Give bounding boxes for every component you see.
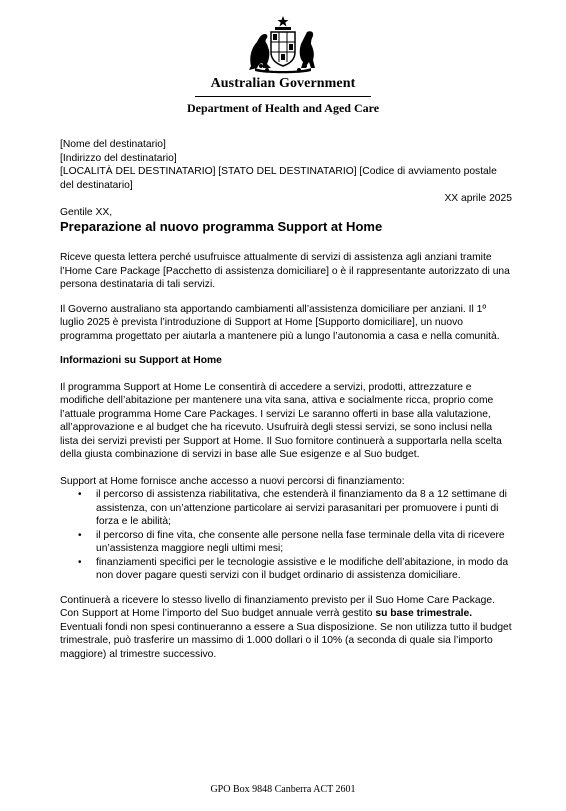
footer-address: GPO Box 9848 Canberra ACT 2601 (210, 784, 356, 795)
section-heading: Informazioni su Support at Home (60, 355, 222, 366)
list-item-text: il percorso di fine vita, che consente alle persone nella fase terminale della vita di ricevere un’assistenza maggiore negli ultimi mesi; (96, 529, 505, 554)
paragraph-changes: Il Governo australiano sta apportando cambiamenti all’assistenza domiciliare per anziani. Il 1º luglio 2025 è prevista l’introduzione di Support at Home [Supporto domiciliare], un nuovo programma progettato per aiutarla a mantenere più a lungo l’autonomia a casa e nella comunità. (60, 303, 500, 342)
letter-title: Preparazione al nuovo programma Support at Home (60, 219, 383, 234)
list-item-text: finanziamenti specifici per le tecnologie assistive e le modifiche dell’abitazione, in modo da non dover pagare questi servizi con il budget ordinario di assistenza domiciliare. (96, 556, 509, 581)
address-line: [Indirizzo del destinatario] (60, 152, 177, 164)
list-item (78, 529, 512, 556)
pathways-list (60, 488, 512, 583)
letter-date: XX aprile 2025 (444, 193, 512, 204)
letterhead (0, 14, 566, 116)
paragraph-about: Il programma Support at Home Le consentirà di accedere a servizi, prodotti, attrezzature e modifiche dell’abitazione per mantenere una vita sana, attiva e socialmente ricca, proprio come l’attuale programma Home Care Packages. I servizi Le saranno offerti in base alla valutazione, all’approvazione e al budget che ha ricevuto. Usufruirà degli stessi servizi, se sono inclusi nella lista dei servizi previsti per Support at Home. Il Suo fornitore continuerà a supportarla nella scelta della giusta combinazione di servizi in base alle Sue esigenze e al Suo budget. (60, 381, 502, 460)
header-divider (195, 96, 371, 97)
department-name: Department of Health and Aged Care (186, 101, 380, 115)
address-line: [LOCALITÀ DEL DESTINATARIO] [STATO DEL DESTINATARIO] [Codice di avviamento postale del destinatario] (60, 166, 497, 191)
letter-body (60, 138, 512, 661)
paragraph-pathways-intro: Support at Home fornisce anche accesso a nuovi percorsi di finanziamento: (60, 475, 405, 487)
bullet-icon: • (78, 556, 82, 568)
paragraph-intro: Riceve questa lettera perché usufruisce attualmente di servizi di assistenza agli anziani tramite l’Home Care Package [Pacchetto di assistenza domiciliare] o è il rappresentante autorizzato di una persona destinataria di tali servizi. (60, 252, 510, 290)
address-line: [Nome del destinatario] (60, 139, 166, 150)
list-item (78, 488, 512, 529)
salutation: Gentile XX, (60, 206, 113, 218)
closing-text: Eventuali fondi non spesi continueranno a essere a Sua disposizione. Se non utilizza tutto il budget trimestrale, può trasferire un massimo di 1.000 dollari o il 10% (a seconda di quale sia l’importo maggiore) al trimestre successivo. (60, 621, 512, 660)
government-name: Australian Government (210, 76, 356, 91)
coat-of-arms-icon (241, 14, 325, 74)
bullet-icon: • (78, 489, 82, 500)
paragraph-closing (60, 594, 512, 662)
closing-emphasis: su base trimestrale. (375, 608, 473, 619)
recipient-address (60, 138, 512, 192)
bullet-icon: • (78, 529, 82, 541)
list-item (78, 556, 512, 583)
list-item-text: il percorso di assistenza riabilitativa, che estenderà il finanziamento da 8 a 12 settimane di assistenza, con un’attenzione particolare ai servizi parasanitari per promuovere i punti di forza e le abilità; (96, 489, 507, 527)
closing-text: Continuerà a ricevere lo stesso livello di finanziamento previsto per il Suo Home Care Package. Con Support at Home l’importo del Suo budget annuale verrà gestito (60, 594, 495, 619)
